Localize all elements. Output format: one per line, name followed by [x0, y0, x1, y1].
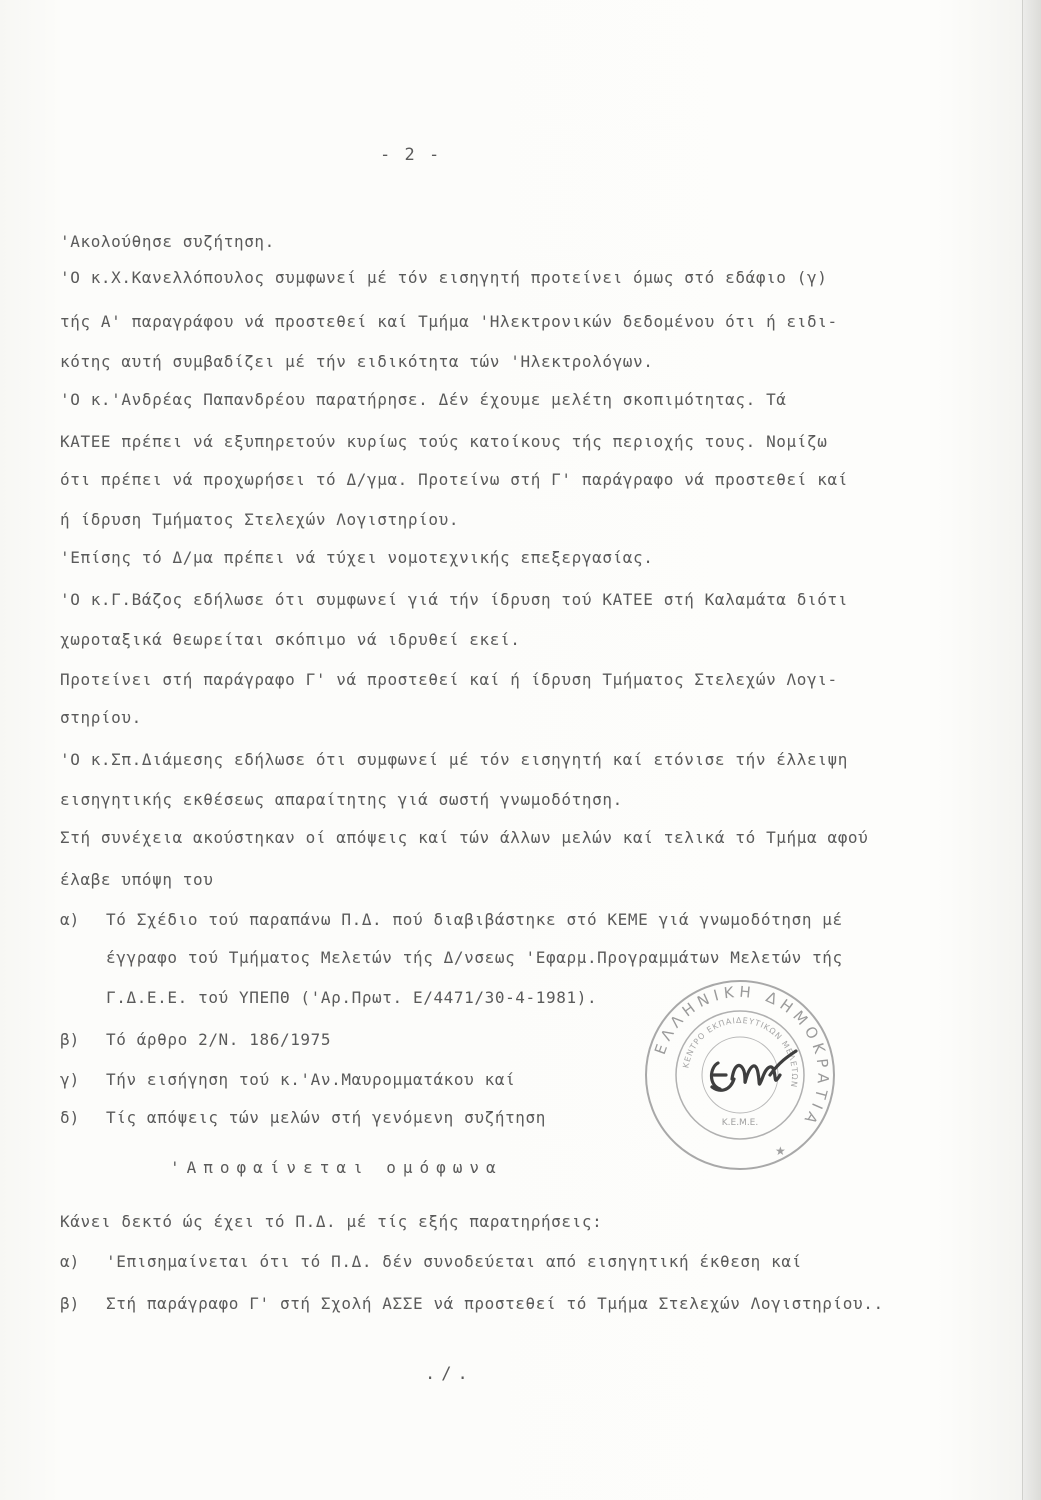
- acceptance-line: Κάνει δεκτό ώς έχει τό Π.Δ. μέ τίς εξής παρατηρήσεις:: [60, 1212, 603, 1231]
- page-number: - 2 -: [380, 145, 442, 165]
- item-line: έγγραφο τού Τμήματος Μελετών τής Δ/νσεως 'Εφαρμ.Προγραμμάτων Μελετών τής: [106, 948, 843, 967]
- body-line: ή ίδρυση Τμήματος Στελεχών Λογιστηρίου.: [60, 510, 460, 529]
- body-line: έλαβε υπόψη του: [60, 870, 214, 889]
- body-line: 'Επίσης τό Δ/μα πρέπει νά τύχει νομοτεχνικής επεξεργασίας.: [60, 548, 654, 567]
- body-line: Προτείνει στή παράγραφο Γ' νά προστεθεί καί ή ίδρυση Τμήματος Στελεχών Λογι-: [60, 670, 838, 689]
- item-line: Γ.Δ.Ε.Ε. τού ΥΠΕΠΘ ('Αρ.Πρωτ. Ε/4471/30-4-1981).: [106, 988, 598, 1007]
- page-edge-shadow: [1022, 0, 1041, 1500]
- item-label: α): [60, 910, 80, 929]
- body-line: 'Ο κ.Χ.Κανελλόπουλος συμφωνεί μέ τόν εισηγητή προτείνει όμως στό εδάφιο (γ): [60, 268, 828, 287]
- body-line: στηρίου.: [60, 708, 142, 727]
- body-line: 'Ο κ.Σπ.Διάμεσης εδήλωσε ότι συμφωνεί μέ τόν εισηγητή καί ετόνισε τήν έλλειψη: [60, 750, 848, 769]
- body-line: χωροταξικά θεωρείται σκόπιμο νά ιδρυθεί εκεί.: [60, 630, 521, 649]
- body-line: ΚΑΤΕΕ πρέπει νά εξυπηρετούν κυρίως τούς κατοίκους τής περιοχής τους. Νομίζω: [60, 432, 828, 451]
- item-line: Τίς απόψεις τών μελών στή γενόμενη συζήτηση: [106, 1108, 547, 1127]
- stamp-inner-text: ΚΕΝΤΡΟ ΕΚΠΑΙΔΕΥΤΙΚΩΝ ΜΕΛΕΤΩΝ: [681, 1015, 800, 1089]
- body-line: ότι πρέπει νά προχωρήσει τό Δ/γμα. Προτείνω στή Γ' παράγραφο νά προστεθεί καί: [60, 470, 848, 489]
- handwritten-signature: [712, 1051, 797, 1090]
- body-line: 'Ο κ.Γ.Βάζος εδήλωσε ότι συμφωνεί γιά τήν ίδρυση τού ΚΑΤΕΕ στή Καλαμάτα διότι: [60, 590, 848, 609]
- remark-line: 'Επισημαίνεται ότι τό Π.Δ. δέν συνοδεύεται από εισηγητική έκθεση καί: [106, 1252, 802, 1271]
- remark-line: Στή παράγραφο Γ' στή Σχολή ΑΣΣΕ νά προστεθεί τό Τμήμα Στελεχών Λογιστηρίου..: [106, 1294, 884, 1313]
- remark-label: α): [60, 1252, 80, 1271]
- body-line: τής Α' παραγράφου νά προστεθεί καί Τμήμα 'Ηλεκτρονικών δεδομένου ότι ή ειδι-: [60, 312, 838, 331]
- body-line: εισηγητικής εκθέσεως απαραίτητης γιά σωστή γνωμοδότηση.: [60, 790, 623, 809]
- body-line: 'Ακολούθησε συζήτηση.: [60, 232, 275, 251]
- stamp-bottom-text: Κ.Ε.Μ.Ε.: [721, 1118, 759, 1128]
- item-label: δ): [60, 1108, 80, 1127]
- item-label: β): [60, 1030, 80, 1049]
- decision-heading: 'Αποφαίνεται ομόφωνα: [170, 1158, 503, 1177]
- item-line: Τό Σχέδιο τού παραπάνω Π.Δ. πού διαβιβάστηκε στό ΚΕΜΕ γιά γνωμοδότηση μέ: [106, 910, 843, 929]
- body-line: Στή συνέχεια ακούστηκαν οί απόψεις καί τών άλλων μελών καί τελικά τό Τμήμα αφού: [60, 828, 869, 847]
- official-stamp: [640, 975, 840, 1175]
- continuation-mark: ./.: [425, 1364, 474, 1384]
- item-line: Τό άρθρο 2/Ν. 186/1975: [106, 1030, 332, 1049]
- body-line: 'Ο κ.'Ανδρέας Παπανδρέου παρατήρησε. Δέν έχουμε μελέτη σκοπιμότητας. Τά: [60, 390, 787, 409]
- item-line: Τήν εισήγηση τού κ.'Αν.Μαυρομματάκου καί: [106, 1070, 516, 1089]
- stamp-star-icon: ★: [775, 1144, 786, 1158]
- remark-label: β): [60, 1294, 80, 1313]
- item-label: γ): [60, 1070, 80, 1089]
- stamp-ring-text: ΕΛΛΗΝΙΚΗ ΔΗΜΟΚΡΑΤΙΑ: [650, 982, 833, 1132]
- body-line: κότης αυτή συμβαδίζει μέ τήν ειδικότητα τών 'Ηλεκτρολόγων.: [60, 352, 654, 371]
